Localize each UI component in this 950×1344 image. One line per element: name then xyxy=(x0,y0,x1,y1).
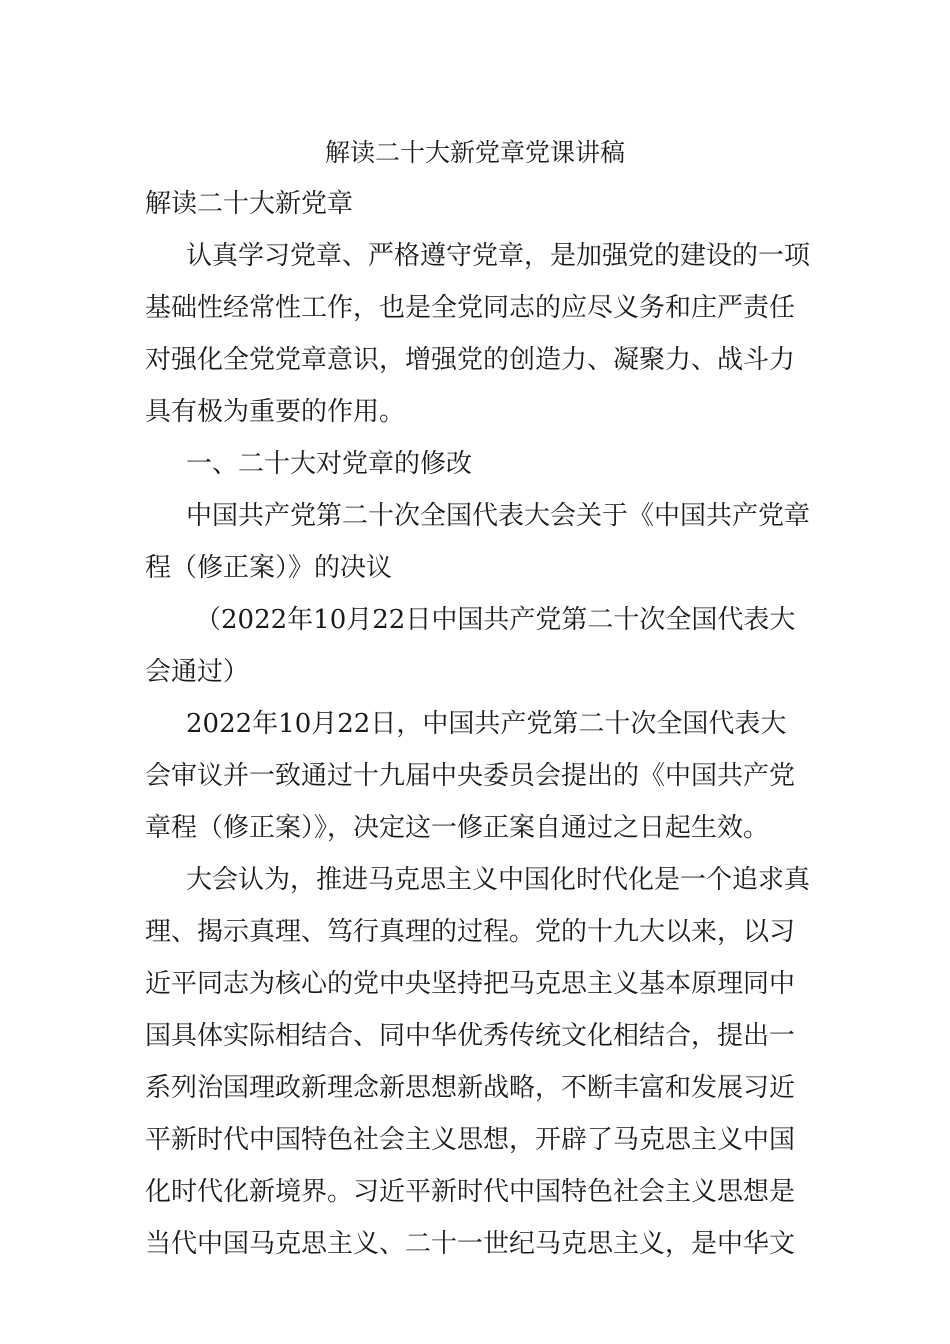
paragraph-line: 大会认为，推进马克思主义中国化时代化是一个追求真 xyxy=(186,865,811,895)
paragraph-line: 近平同志为核心的党中央坚持把马克思主义基本原理同中 xyxy=(145,969,796,999)
paragraph-line: 具有极为重要的作用。 xyxy=(145,397,406,427)
paragraph-line: 会通过） xyxy=(145,657,250,687)
document-title: 解读二十大新党章党课讲稿 xyxy=(324,138,625,167)
paragraph-line: 2022年10月22日，中国共产党第二十次全国代表大 xyxy=(186,709,787,739)
paragraph-line: 对强化全党党章意识，增强党的创造力、凝聚力、战斗力 xyxy=(145,345,796,375)
paragraph-line: 会审议并一致通过十九届中央委员会提出的《中国共产党 xyxy=(145,761,796,791)
paragraph-line: 国具体实际相结合、同中华优秀传统文化相结合，提出一 xyxy=(145,1021,796,1051)
paragraph-line: 化时代化新境界。习近平新时代中国特色社会主义思想是 xyxy=(145,1177,796,1207)
paragraph-line: （2022年10月22日中国共产党第二十次全国代表大 xyxy=(195,605,796,635)
paragraph-line: 认真学习党章、严格遵守党章，是加强党的建设的一项 xyxy=(186,241,811,271)
subtitle: 解读二十大新党章 xyxy=(145,189,354,219)
paragraph-line: 中国共产党第二十次全国代表大会关于《中国共产党章 xyxy=(186,501,811,531)
section-heading: 一、二十大对党章的修改 xyxy=(186,449,473,479)
paragraph-line: 系列治国理政新理念新思想新战略，不断丰富和发展习近 xyxy=(145,1073,796,1103)
document-body xyxy=(145,178,811,1270)
paragraph-line: 基础性经常性工作，也是全党同志的应尽义务和庄严责任 xyxy=(145,293,796,323)
paragraph-line: 平新时代中国特色社会主义思想，开辟了马克思主义中国 xyxy=(145,1125,796,1155)
paragraph-line: 理、揭示真理、笃行真理的过程。党的十九大以来，以习 xyxy=(145,917,796,947)
paragraph-line: 当代中国马克思主义、二十一世纪马克思主义，是中华文 xyxy=(145,1229,796,1259)
paragraph-line: 章程（修正案）》，决定这一修正案自通过之日起生效。 xyxy=(145,813,770,843)
paragraph-line: 程（修正案）》的决议 xyxy=(145,553,393,583)
